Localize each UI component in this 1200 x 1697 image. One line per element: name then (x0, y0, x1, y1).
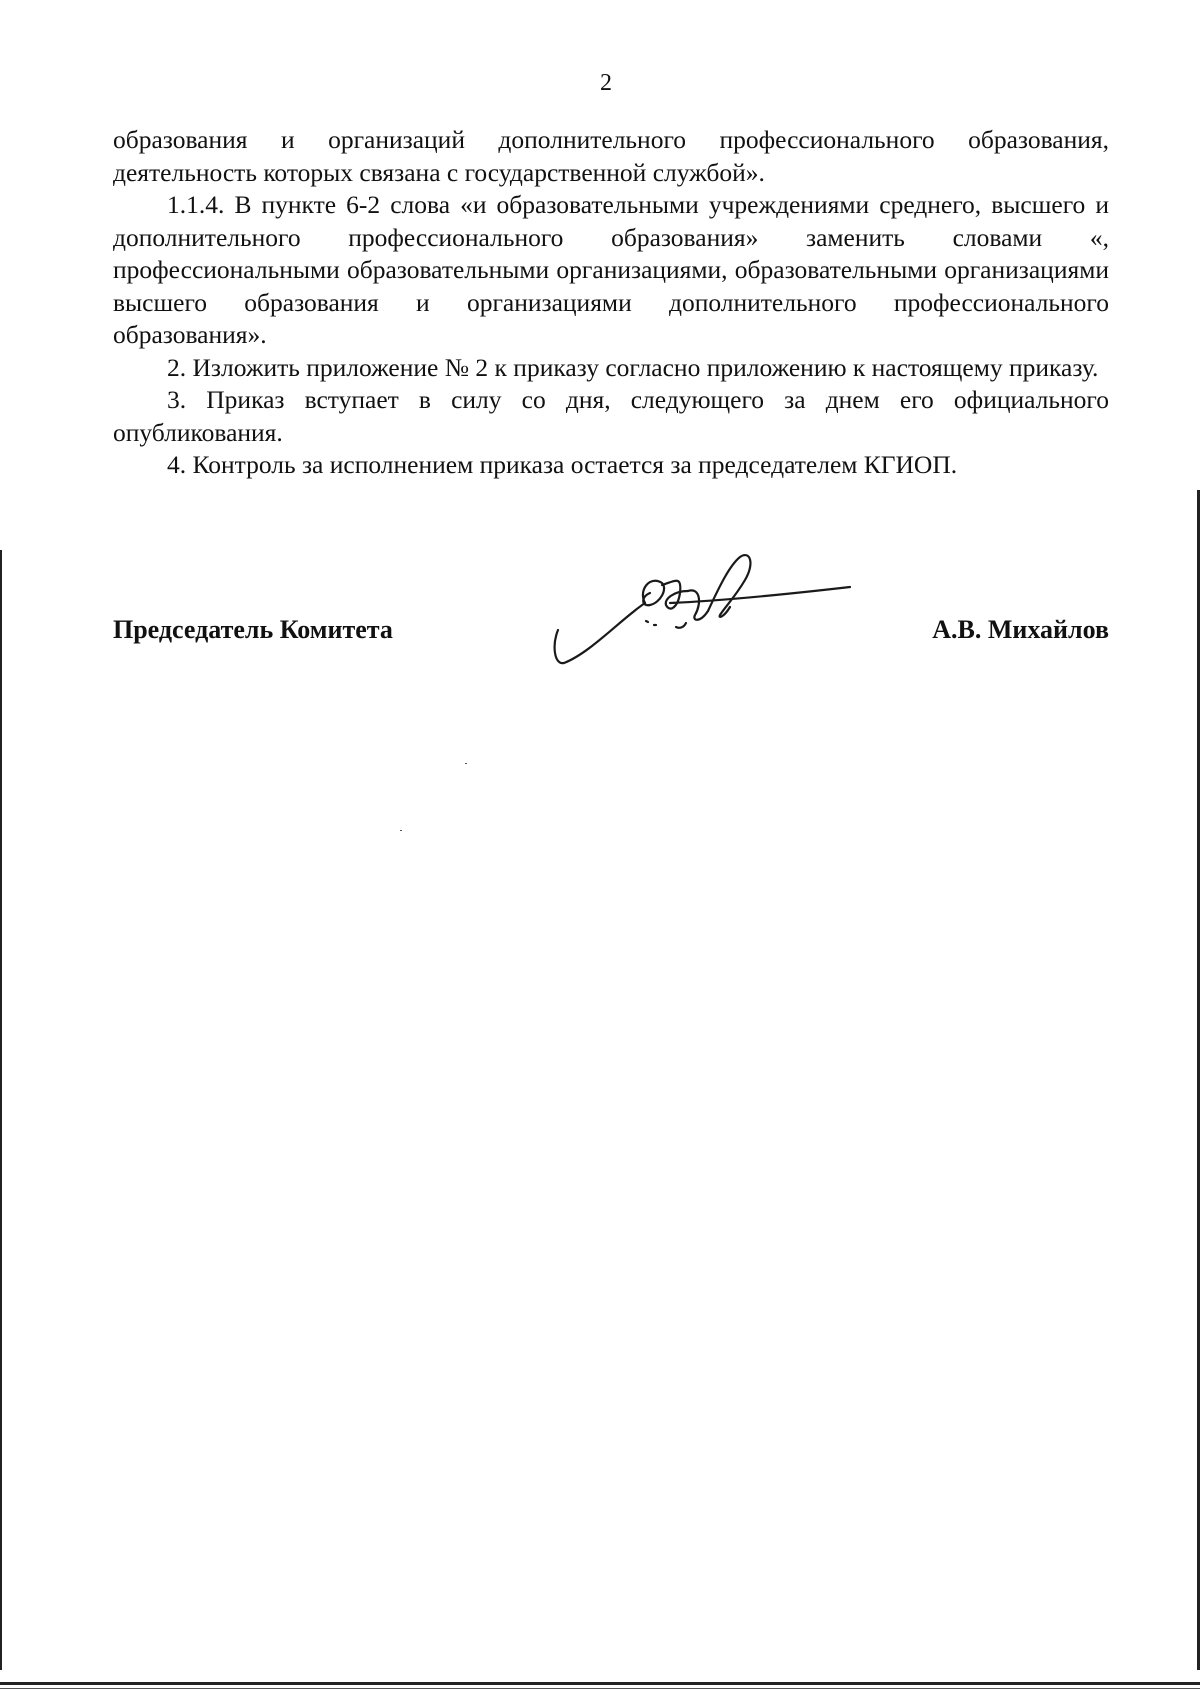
paragraph-clause-4: 4. Контроль за исполнением приказа остается за председателем КГИОП. (167, 450, 958, 479)
handwritten-signature (550, 545, 870, 675)
scan-speck (400, 830, 402, 831)
document-body (113, 124, 1109, 482)
paragraph-continuation: образования и организаций дополнительного профессионального образования, деятельность которых связана с государственной службой». (113, 125, 1109, 187)
signatory-name: А.В. Михайлов (932, 615, 1109, 644)
paragraph-clause-1-1-4: 1.1.4. В пункте 6-2 слова «и образовательными учреждениями среднего, высшего и дополнительного профессионального образования» заменить словами «, профессиональными образовательными организациями, образовательными организациями высшего образования и организациями дополнительного профессионального образования». (113, 190, 1109, 349)
paragraph-clause-2: 2. Изложить приложение № 2 к приказу согласно приложению к настоящему приказу. (167, 352, 1099, 382)
scan-edge-left (0, 550, 2, 1670)
signatory-title: Председатель Комитета (113, 615, 393, 644)
scan-edge-bottom (0, 1682, 1200, 1685)
paragraph-clause-3: 3. Приказ вступает в силу со дня, следующего за днем его официального опубликования. (113, 385, 1109, 447)
scan-edge-bottom-thin (0, 1688, 1200, 1689)
scan-speck (465, 763, 467, 764)
page-number: 2 (600, 70, 612, 96)
